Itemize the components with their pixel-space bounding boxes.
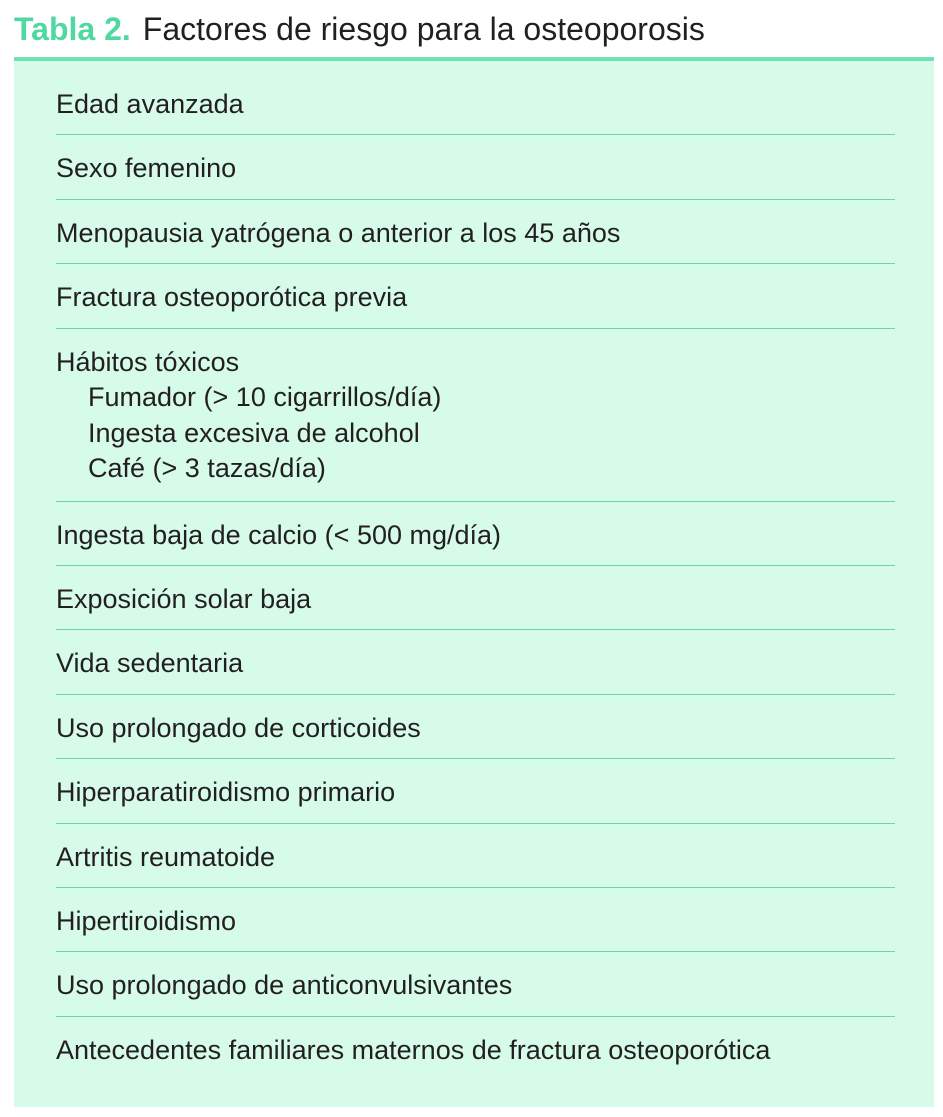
table-row	[56, 135, 895, 199]
table-row	[56, 502, 895, 566]
row-text: Exposición solar baja	[56, 583, 312, 614]
table-title	[14, 6, 934, 52]
row-text: Sexo femenino	[56, 153, 237, 184]
row-text: Artritis reumatoide	[56, 841, 276, 872]
table-row	[56, 329, 895, 502]
row-text: Hiperparatiroidismo primario	[56, 777, 396, 808]
row-text: Uso prolongado de corticoides	[56, 712, 421, 743]
row-text: Edad avanzada	[56, 89, 244, 119]
table-row	[56, 566, 895, 630]
row-text: Menopausia yatrógena o anterior a los 45 años	[56, 217, 621, 248]
table-row	[56, 888, 895, 952]
table-row	[56, 71, 895, 135]
row-text: Vida sedentaria	[56, 648, 244, 679]
table-row	[56, 695, 895, 759]
table-row	[56, 264, 895, 328]
table-row	[56, 952, 895, 1016]
table-row	[56, 1017, 895, 1081]
row-text: Uso prolongado de anticonvulsivantes	[56, 970, 513, 1001]
table-rows	[56, 71, 895, 1081]
table-row	[56, 759, 895, 823]
row-subitem: Café (> 3 tazas/día)	[88, 453, 326, 484]
table-title-text: Factores de riesgo para la osteoporosis	[142, 11, 705, 47]
table-row	[56, 824, 895, 888]
row-text: Fractura osteoporótica previa	[56, 282, 408, 313]
risk-factors-table	[14, 61, 934, 1107]
row-subitem: Ingesta excesiva de alcohol	[88, 417, 420, 448]
row-text: Hábitos tóxicos	[56, 346, 240, 377]
table-label: Tabla 2.	[14, 11, 131, 47]
row-text: Hipertiroidismo	[56, 905, 237, 936]
row-text: Ingesta baja de calcio (< 500 mg/día)	[56, 519, 502, 550]
table-row	[56, 200, 895, 264]
table-row	[56, 630, 895, 694]
row-text: Antecedentes familiares maternos de fractura osteoporótica	[56, 1034, 771, 1065]
row-subitem: Fumador (> 10 cigarrillos/día)	[88, 382, 442, 413]
